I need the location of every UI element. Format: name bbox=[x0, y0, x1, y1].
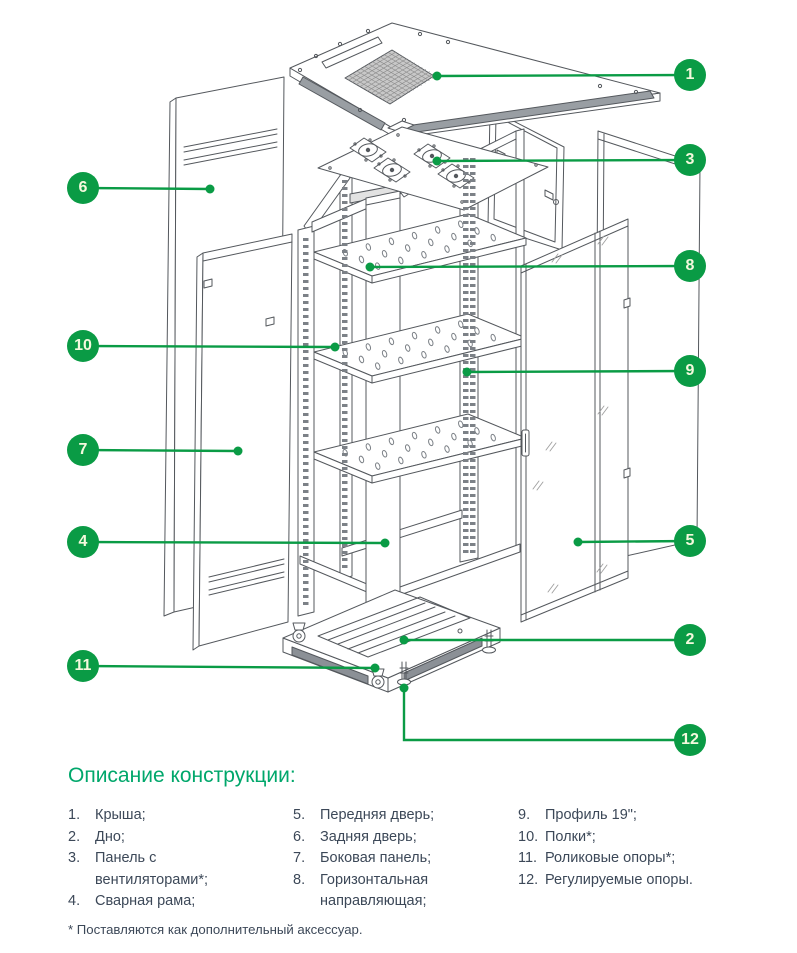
legend-item-label: Регулируемые опоры. bbox=[545, 871, 693, 888]
callout-badge-10: 10 bbox=[67, 330, 99, 362]
legend-item-1 bbox=[68, 805, 293, 827]
legend-item-12 bbox=[518, 870, 773, 892]
legend-item-6 bbox=[293, 827, 518, 849]
legend-item-8 bbox=[293, 870, 518, 913]
front-door-part bbox=[521, 219, 630, 622]
legend-item-number: 9. bbox=[518, 807, 531, 823]
legend-item-label: Полки*; bbox=[545, 828, 596, 845]
legend-item-label: Боковая панель; bbox=[320, 850, 432, 866]
legend-item-label: Роликовые опоры*; bbox=[545, 850, 676, 866]
legend-item-label: Профиль 19"; bbox=[545, 807, 637, 823]
legend-item-label: Дно; bbox=[95, 828, 125, 845]
callout-badge-2: 2 bbox=[674, 624, 706, 656]
side-panel-part bbox=[193, 234, 292, 650]
bottom-part bbox=[283, 590, 500, 692]
legend-item-number: 7. bbox=[293, 850, 306, 866]
callout-badge-4: 4 bbox=[67, 526, 99, 558]
legend-item-number: 3. bbox=[68, 850, 81, 866]
callout-badge-3: 3 bbox=[674, 144, 706, 176]
legend-item-label: Горизонтальная направляющая; bbox=[320, 871, 429, 909]
legend-item-number: 6. bbox=[293, 828, 306, 845]
legend-item-number: 1. bbox=[68, 807, 81, 823]
legend-item-2 bbox=[68, 827, 293, 849]
callout-badge-9: 9 bbox=[674, 355, 706, 387]
callout-badge-8: 8 bbox=[674, 250, 706, 282]
legend-item-label: Сварная рама; bbox=[95, 893, 196, 909]
legend-item-10 bbox=[518, 827, 773, 849]
callout-badge-12: 12 bbox=[674, 724, 706, 756]
callout-badge-7: 7 bbox=[67, 434, 99, 466]
legend-item-label: Панель с вентиляторами*; bbox=[95, 850, 209, 888]
legend-item-number: 12. bbox=[518, 871, 539, 888]
legend-item-11 bbox=[518, 848, 773, 870]
callout-badge-6: 6 bbox=[67, 172, 99, 204]
callout-badge-11: 11 bbox=[67, 650, 99, 682]
callout-badge-1: 1 bbox=[674, 59, 706, 91]
legend-title: Описание конструкции: bbox=[68, 764, 296, 787]
legend-item-label: Крыша; bbox=[95, 807, 146, 823]
legend-item-4 bbox=[68, 891, 293, 913]
legend-item-5 bbox=[293, 805, 518, 827]
legend-column-1 bbox=[68, 805, 293, 913]
legend-column-3 bbox=[518, 805, 773, 913]
legend-footnote: * Поставляются как дополнительный аксессуар. bbox=[68, 921, 363, 937]
legend-item-7 bbox=[293, 848, 518, 870]
legend bbox=[68, 764, 780, 937]
roof-part bbox=[290, 23, 660, 138]
legend-item-number: 8. bbox=[293, 871, 306, 888]
legend-item-number: 2. bbox=[68, 828, 81, 845]
legend-item-number: 4. bbox=[68, 893, 81, 909]
legend-item-label: Задняя дверь; bbox=[320, 828, 417, 845]
legend-columns bbox=[68, 805, 780, 913]
callout-badge-5: 5 bbox=[674, 525, 706, 557]
legend-item-9 bbox=[518, 805, 773, 827]
legend-item-label: Передняя дверь; bbox=[320, 807, 435, 823]
legend-item-number: 5. bbox=[293, 807, 306, 823]
legend-item-number: 11. bbox=[518, 850, 538, 866]
legend-item-3 bbox=[68, 848, 293, 891]
legend-column-2 bbox=[293, 805, 518, 913]
legend-item-number: 10. bbox=[518, 828, 539, 845]
